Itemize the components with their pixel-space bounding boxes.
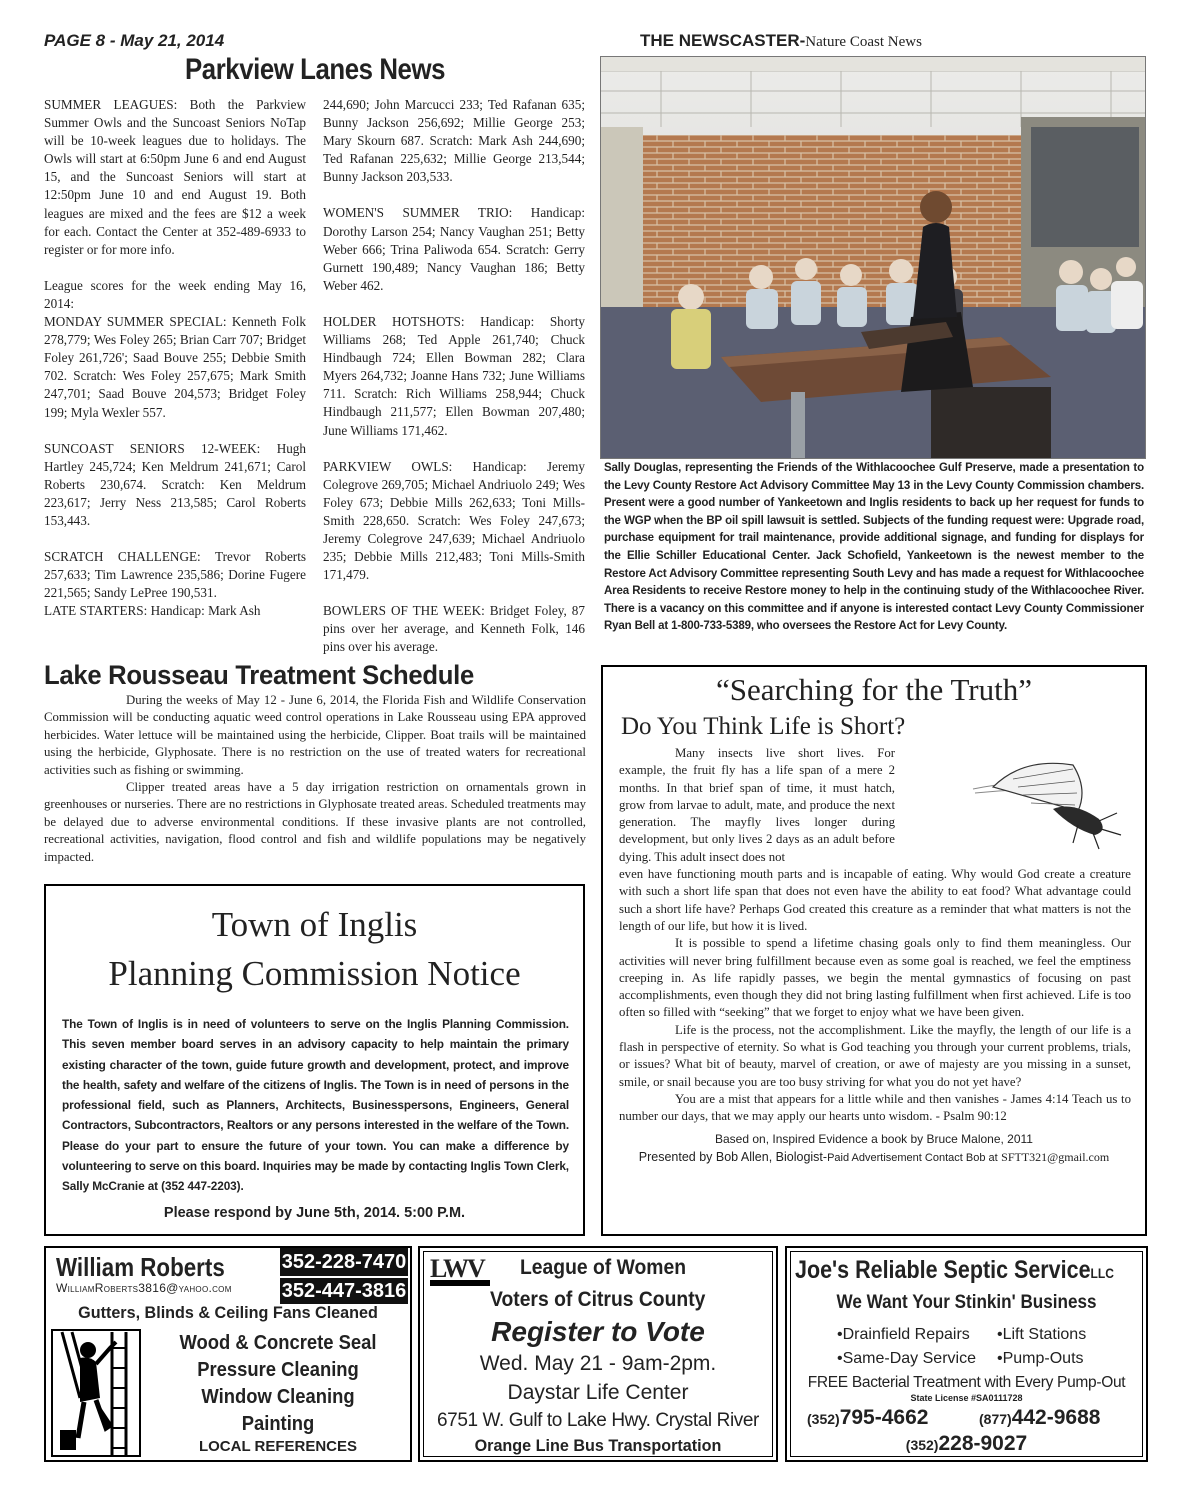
lwv-bus: Orange Line Bus Transportation [474,1436,722,1455]
joe-phone3-line [787,1432,1146,1456]
inglis-notice [44,884,585,1236]
inglis-body: The Town of Inglis is in need of volunteers to serve on the Inglis Planning Commission. This seven member board serves in an advisory capacity to help maintain the primary existing character of the town, guide future growth and development, protect, and improve the health, safety and welfare of the citizens of Inglis. The Town is in need of persons in the professional field, such as Planners, Architects, Businesspersons, Engineers, General Contractors, Subcontractors, Realtors or any persons interested in the welfare of the Town. Please do your part to ensure the future of your town. You can make a difference by volunteering to serve on this board. Inquiries may be made by contacting Inglis Town Clerk, Sally McCranie at (352 447-2203). [62,1017,569,1194]
truth-presented-by-line [603,1148,1145,1167]
joe-slogan: We Want Your Stinkin' Business [836,1292,1097,1313]
truth-credits [603,1130,1145,1167]
parkview-right-column [323,96,585,657]
lwv-address: 6751 W. Gulf to Lake Hwy. Crystal River [437,1410,759,1431]
truth-article [601,665,1147,1236]
roberts-service: Pressure Cleaning [197,1359,359,1381]
truth-title: “Searching for the Truth” [716,672,1032,707]
mayfly-illustration [903,749,1137,857]
joe-phone1-line [807,1406,928,1430]
inglis-title-line1: Town of Inglis [211,905,418,944]
roberts-footer: LOCAL REFERENCES [198,1438,358,1455]
lake-body [44,692,586,866]
paper-masthead [640,31,922,51]
joe-phone2-line [979,1406,1100,1430]
joe-service: •Lift Stations [997,1326,1087,1343]
parkview-paragraph: SUMMER LEAGUES: Both the Parkview Summer Owls and the Suncoast Seniors NoTap will be 10-week leagues due to holidays. The Owls will start at 6:50pm June 6 and end August 15, and the Suncoast Seniors will start at 12:50pm June 10 and end August 19. Both leagues are mixed and the fees are $12 a week for each. Contact the Center at 352-489-6933 to register or for more info. [44,97,306,257]
roberts-phone2: 352-447-3816 [281,1280,407,1302]
inglis-title-line2: Planning Commission Notice [108,954,521,993]
lwv-headline: Register to Vote [491,1316,705,1347]
roberts-phone1: 352-228-7470 [280,1248,408,1276]
parkview-paragraph: MONDAY SUMMER SPECIAL: Kenneth Folk 278,779; Wes Foley 265; Brian Carr 707; Bridget Foley 261,726'; Saad Bouve 255; Debbie Smith 702. Scratch: Wes Foley 257,675; Mark Smith 247,701; Saad Bouve 204,573; Bridget Foley 199; Myla Wexler 557. [44,314,306,420]
truth-body [619,745,1131,1126]
roberts-email: WilliamRoberts3816@yahoo.com [56,1281,232,1295]
joe-phone3: 228-9027 [938,1432,1028,1455]
truth-paragraph: It is possible to spend a lifetime chasing goals only to find them meaningless. Our activities will never bring fulfillment because even as some goal is reached, we feel the emptiness creeping in. As life rapidly passes, we begin the mental gymnastics of focusing on past accomplishments, even though they did not bring lasting fulfillment when first achieved. Life is too often so filled with “seeking” that we forget to enjoy what we have been given. [619,936,1131,1020]
joe-free: FREE Bacterial Treatment with Every Pump-Out [807,1374,1126,1391]
joe-service: •Pump-Outs [997,1350,1084,1367]
truth-paid-ad: Paid Advertisement Contact Bob at [827,1151,998,1164]
joe-phone1: 795-4662 [839,1406,929,1429]
paper-name: THE NEWSCASTER- [640,31,806,50]
parkview-paragraph: SCRATCH CHALLENGE: Trevor Roberts 257,633; Tim Lawrence 235,586; Dorine Fugere 221,565; Sandy LePree 190,531. [44,549,306,601]
meeting-photo-illustration [601,57,1146,459]
truth-email: SFTT321@gmail.com [1001,1149,1110,1164]
parkview-paragraph: League scores for the week ending May 16, 2014: [44,277,306,311]
joe-name-line [795,1256,1114,1285]
truth-subtitle: Do You Think Life is Short? [621,713,906,740]
meeting-photo [600,56,1146,459]
truth-based-on: Based on, Inspired Evidence a book by Bruce Malone, 2011 [715,1131,1033,1146]
joe-phone3-area: (352) [905,1437,939,1453]
lwv-place: Daystar Life Center [507,1381,689,1404]
photo-caption: Sally Douglas, representing the Friends of the Withlacoochee Gulf Preserve, made a presentation to the Levy County Restore Act Advisory Committee May 13 in the Levy County Commission chambers. Present were a good number of Yankeetown and Inglis residents to back up her request for funds to the WGP when the BP oil spill lawsuit is settled. Subjects of the funding request were: Upgrade road, purchase equipment for trail maintenance, provide additional signage, and funding for displays for the Ellie Schiller Educational Center. Jack Schofield, Yankeetown is the newest member to the Restore Act Advisory Committee representing South Levy and has made a request for Withlacoochee Area Residents to receive Restore money to help in the continuing study of the Withlacoochee River. There is a vacancy on this committee and if anyone is interested contact Levy County Commissioner Ryan Bell at 1-800-733-5389, who oversees the Restore Act for Levy County. [604,462,1144,633]
paper-subtitle: Nature Coast News [805,34,922,50]
truth-paragraph: You are a mist that appears for a little while and then vanishes - James 4:14 Teach us to number our days, that we may apply our hearts unto wisdom. - Psalm 90:12 [619,1091,1131,1124]
parkview-title: Parkview Lanes News [184,53,446,86]
joe-service: •Drainfield Repairs [837,1326,970,1343]
truth-paragraph: Life is the process, not the accomplishment. Like the mayfly, the length of our life is a flash in perspective of eternity. So what is God teaching you through your current problems, trials, or issues? What bit of beauty, marvel of creation, or awe of majesty are you missing in a sunset, smile, or snail because you are too busy striving for what you do not yet have? [619,1022,1131,1089]
roberts-services [157,1330,400,1438]
lake-title: Lake Rousseau Treatment Schedule [44,660,474,690]
joe-phone2: 442-9688 [1011,1406,1101,1429]
parkview-paragraph: HOLDER HOTSHOTS: Handicap: Shorty Williams 268; Ted Apple 261,740; Chuck Hindbaugh 724; Ellen Bowman 282; Clara Myers 264,732; Joanne Hans 732; June Williams 711. Scratch: Rich Williams 258,944; Chuck Hindbaugh 211,577; Ellen Bowman 207,480; June Williams 171,462. [323,313,585,438]
inglis-respond: Please respond by June 5th, 2014. 5:00 P.M. [163,1204,466,1221]
roberts-service: Painting [241,1413,315,1435]
parkview-left-column [44,96,306,620]
parkview-paragraph: LATE STARTERS: Handicap: Mark Ash [44,603,261,619]
parkview-paragraph: WOMEN'S SUMMER TRIO: Handicap: Dorothy Larson 254; Nancy Vaughan 251; Betty Weber 666; Trina Paliwoda 654. Scratch: Gerry Gurnett 190,489; Nancy Vaughan 186; Betty Weber 462. [323,205,585,293]
painter-on-ladder-icon [50,1328,142,1458]
page-label: PAGE 8 - May 21, 2014 [44,31,225,50]
mayfly-icon [903,749,1137,857]
joe-service: •Same-Day Service [837,1350,976,1367]
joe-license: State License #SA0111728 [910,1393,1023,1403]
truth-presented-by: Presented by Bob Allen, Biologist- [638,1149,828,1164]
joe-phone1-area: (352) [807,1411,840,1427]
lwv-logo: LWV [430,1256,490,1286]
inglis-title [46,900,583,998]
ad-league-of-women-voters [418,1246,778,1462]
joe-phone2-area: (877) [979,1411,1012,1427]
roberts-service: Window Cleaning [201,1386,355,1408]
joe-llc: LLC [1090,1265,1114,1281]
joe-name: Joe's Reliable Septic Service [795,1256,1091,1284]
lwv-line2: Voters of Citrus County [490,1288,706,1311]
lwv-line1: League of Women [520,1256,687,1279]
lake-paragraph: Clipper treated areas have a 5 day irrigation restriction on ornamentals grown in greenhouses or nurseries. There are no restrictions in Glyphosate treated areas. Scheduled treatments may be delayed due to adverse environmental conditions. If these invasive plants are not controlled, recreational activities, navigation, flood control and fish and wildlife populations may be negatively impacted. [44,780,586,864]
painter-illustration [50,1328,142,1458]
parkview-paragraph: PARKVIEW OWLS: Handicap: Jeremy Colegrove 269,705; Michael Andriuolo 249; Wes Foley 673; Debbie Mills 262,633; Toni Mills-Smith 228,650. Scratch: Wes Foley 247,673; Jeremy Colegrove 247,639; Michael Andriuolo 235; Debbie Mills 212,483; Toni Mills-Smith 171,479. [323,458,585,583]
roberts-service: Wood & Concrete Seal [179,1332,377,1354]
truth-continuation: even have functioning mouth parts and is incapable of eating. Why would God create a creature with such a short life span that does not even have the ability to eat food? What advantage could such a short life have? Perhaps God created this creature as a reminder that what matters is not the length of our life, but how it is lived. [619,867,1131,933]
ad-william-roberts [44,1246,412,1462]
lwv-date: Wed. May 21 - 9am-2pm. [479,1352,717,1375]
roberts-services-header: Gutters, Blinds & Ceiling Fans Cleaned [78,1303,378,1322]
roberts-name: William Roberts [56,1252,225,1282]
parkview-paragraph: 244,690; John Marcucci 233; Ted Rafanan 635; Bunny Jackson 256,692; Millie George 253; Mary Skourn 687. Scratch: Mark Ash 244,690; Ted Rafanan 225,632; Millie George 213,544; Bunny Jackson 203,533. [323,97,585,185]
lake-paragraph: During the weeks of May 12 - June 6, 2014, the Florida Fish and Wildlife Conservation Commission will be conducting aquatic weed control operations in Lake Rousseau using EPA approved herbicides. Water lettuce will be maintained using the herbicide, Clipper. Boat trails will be maintained using the herbicide, Glyphosate. There is no restriction on the use of treated waters for recreational activities such as fishing or swimming. [44,693,586,777]
parkview-paragraph: BOWLERS OF THE WEEK: Bridget Foley, 87 pins over her average, and Kenneth Folk, 146 pins over his average. [323,603,585,655]
ad-joes-septic [785,1246,1148,1462]
truth-intro: Many insects live short lives. For example, the fruit fly has a life span of a mere 2 months. In that brief span of time, it must hatch, grow from larvae to adult, mate, and produce the next generation. The mayfly lives longer during development, but only lives 2 days as an adult before dying. This adult insect does not [619,746,895,864]
parkview-paragraph: SUNCOAST SENIORS 12-WEEK: Hugh Hartley 245,724; Ken Meldrum 241,671; Carol Roberts 230,674. Scratch: Ken Meldrum 223,617; Jerry Ness 213,585; Carol Roberts 153,443. [44,440,306,528]
